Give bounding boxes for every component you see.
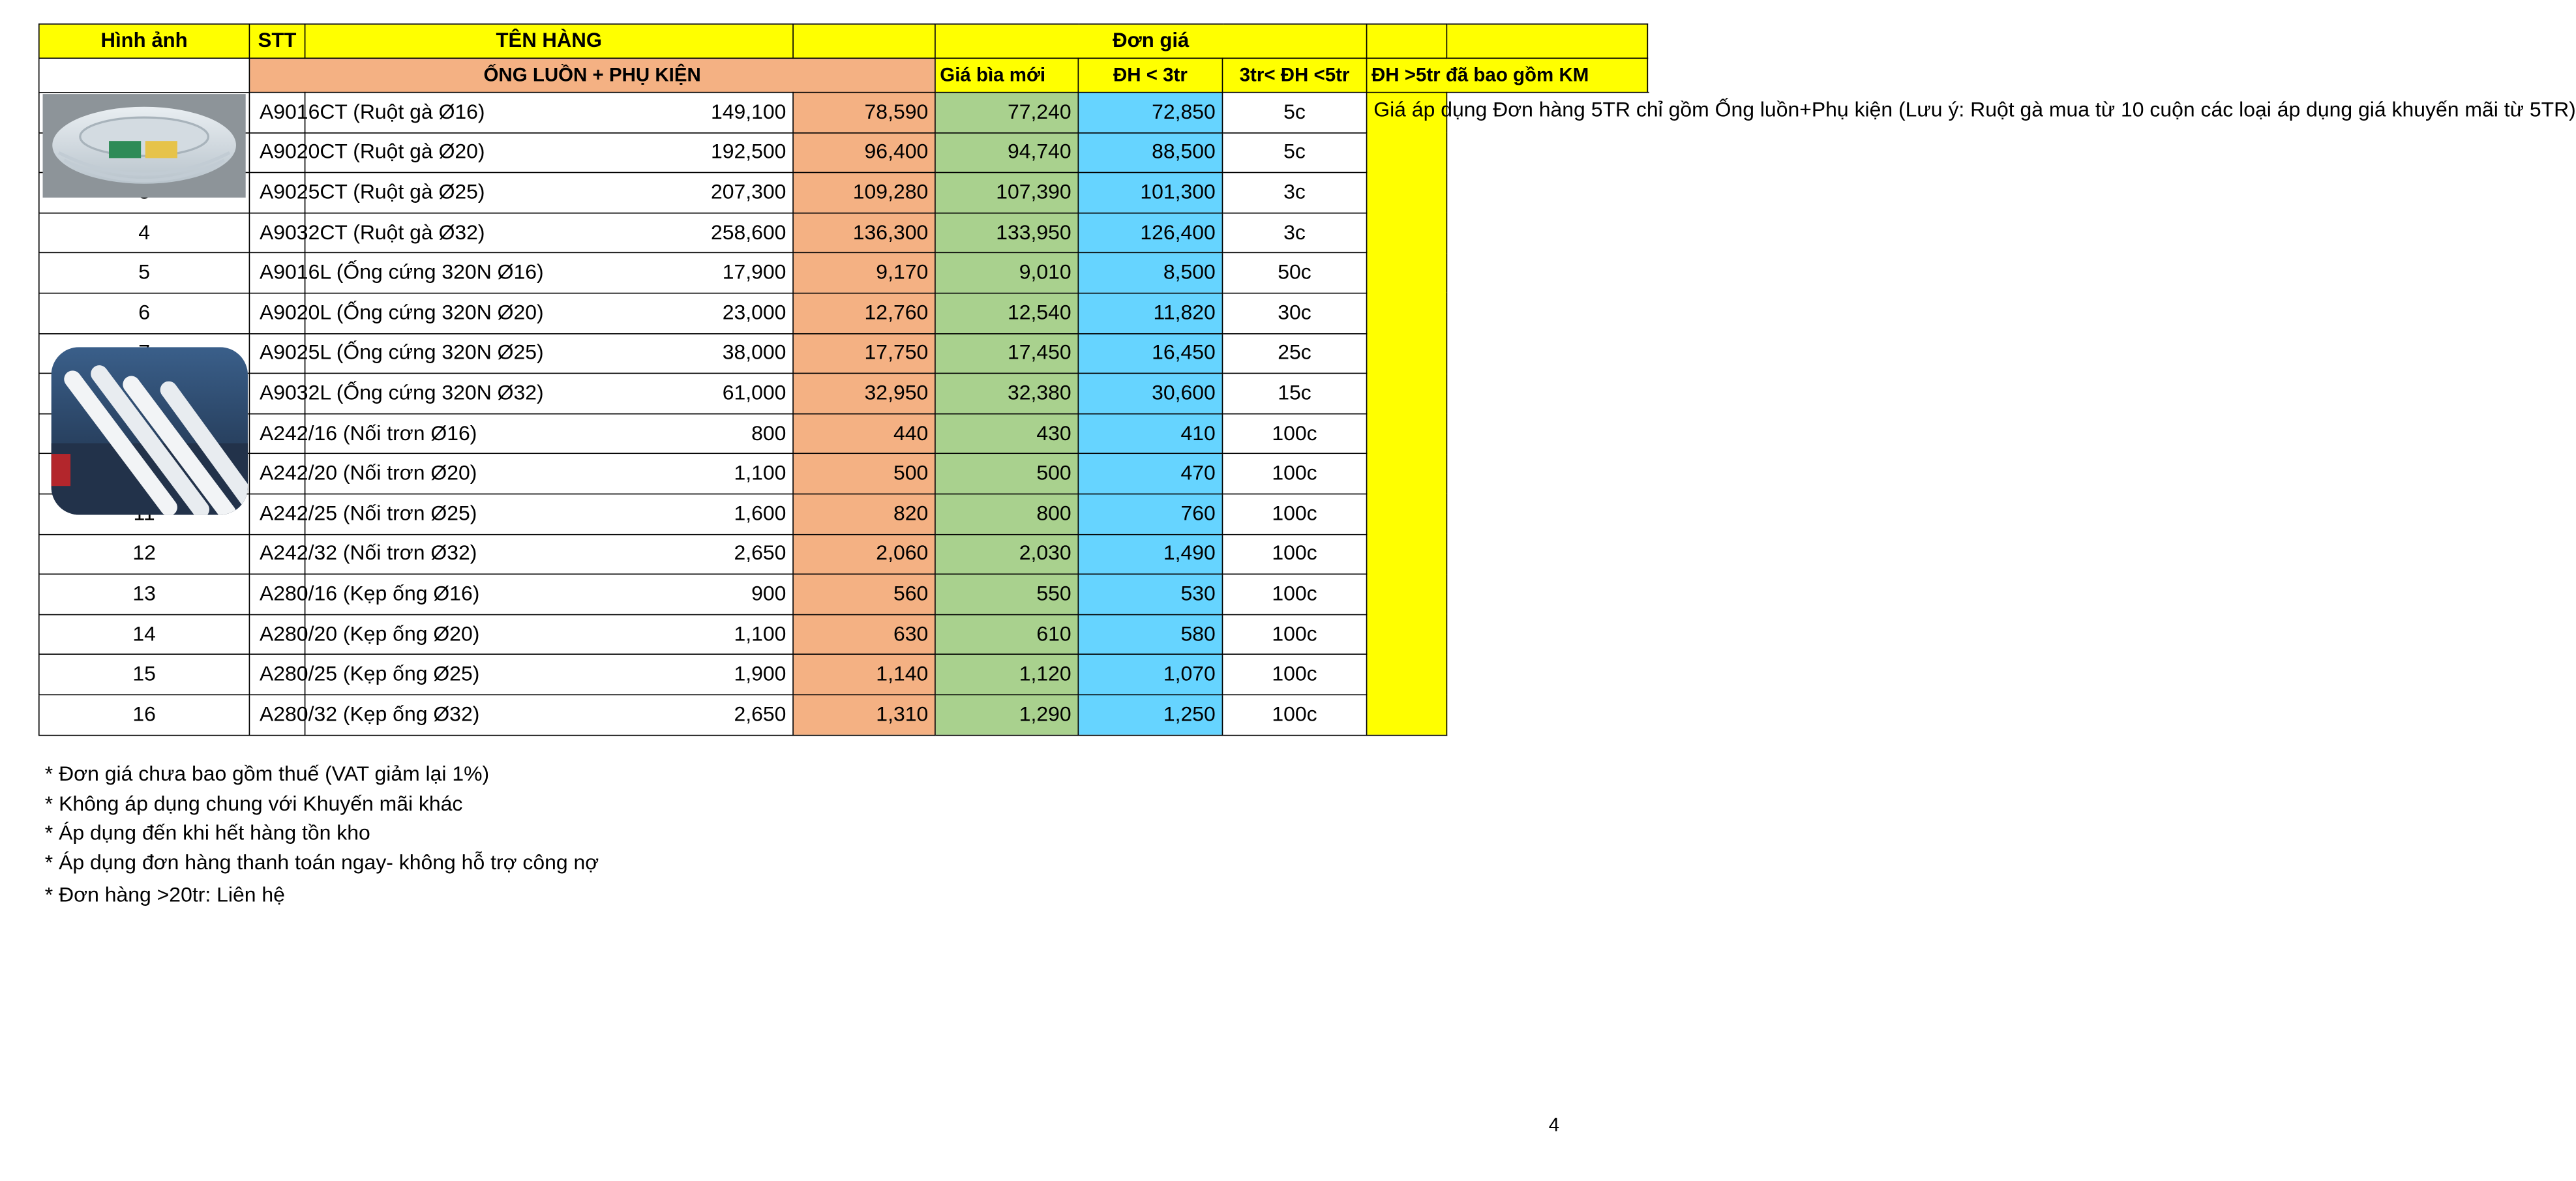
row-name: A9025CT (Ruột gà Ø25) (249, 173, 305, 213)
header-stt: STT (249, 24, 305, 58)
row-tier2-price: 17,450 (935, 333, 1078, 374)
row-stt: 14 (39, 614, 250, 655)
row-tier3-price: 72,850 (1078, 93, 1222, 133)
row-pack: 5c (1222, 93, 1366, 133)
header-image: Hình ảnh (39, 24, 250, 58)
row-tier2-price: 430 (935, 413, 1078, 454)
header-tier3: ĐH >5tr đã bao gồm KM (1367, 58, 1648, 92)
row-tier2-price: 107,390 (935, 173, 1078, 213)
row-tier1-price: 630 (793, 614, 935, 655)
row-tier3-price: 11,820 (1078, 293, 1222, 334)
row-pack: 100c (1222, 575, 1366, 615)
row-stt: 12 (39, 534, 250, 575)
row-pack: 100c (1222, 655, 1366, 695)
header-list-price: Giá bìa mới (935, 58, 1078, 92)
header-tier1: ĐH < 3tr (1078, 58, 1222, 92)
row-tier3-price: 530 (1078, 575, 1222, 615)
header-name: TÊN HÀNG (305, 24, 793, 58)
row-name: A242/32 (Nối trơn Ø32) (249, 534, 305, 575)
row-stt: 6 (39, 293, 250, 334)
footnote: * Đơn giá chưa bao gồm thuế (VAT giảm lại 1%) (44, 762, 490, 786)
row-tier2-price: 77,240 (935, 93, 1078, 133)
promo-note: Giá áp dụng Đơn hàng 5TR chỉ gồm Ống luồn+Phụ kiện (Lưu ý: Ruột gà mua từ 10 cuộn các loại áp dụng giá khuyến mãi từ 5TR) (1367, 93, 1447, 735)
row-list-price: 149,100 (305, 93, 793, 133)
row-tier3-price: 410 (1078, 413, 1222, 454)
row-pack: 100c (1222, 413, 1366, 454)
row-pack: 3c (1222, 213, 1366, 253)
row-tier3-price: 126,400 (1078, 213, 1222, 253)
row-tier1-price: 17,750 (793, 333, 935, 374)
row-pack: 50c (1222, 253, 1366, 293)
conduit-coil-image (43, 94, 246, 198)
row-stt: 13 (39, 575, 250, 615)
row-tier1-price: 820 (793, 494, 935, 534)
row-list-price: 61,000 (305, 374, 793, 414)
row-list-price: 258,600 (305, 213, 793, 253)
row-tier2-price: 550 (935, 575, 1078, 615)
footnote: * Đơn hàng >20tr: Liên hệ (44, 883, 285, 907)
row-pack: 25c (1222, 333, 1366, 374)
row-stt: 5 (39, 253, 250, 293)
row-tier2-price: 133,950 (935, 213, 1078, 253)
row-tier2-price: 2,030 (935, 534, 1078, 575)
row-list-price: 2,650 (305, 695, 793, 735)
row-name: A9032L (Ống cứng 320N Ø32) (249, 374, 305, 414)
row-name: A280/25 (Kẹp ống Ø25) (249, 655, 305, 695)
row-tier3-price: 470 (1078, 454, 1222, 494)
subheader-row (39, 58, 1648, 92)
row-list-price: 17,900 (305, 253, 793, 293)
row-name: A280/16 (Kẹp ống Ø16) (249, 575, 305, 615)
footnote: * Không áp dụng chung với Khuyến mãi khác (44, 792, 463, 816)
row-tier1-price: 32,950 (793, 374, 935, 414)
row-tier2-price: 9,010 (935, 253, 1078, 293)
row-name: A280/32 (Kẹp ống Ø32) (249, 695, 305, 735)
row-tier1-price: 109,280 (793, 173, 935, 213)
row-name: A242/16 (Nối trơn Ø16) (249, 413, 305, 454)
row-tier3-price: 580 (1078, 614, 1222, 655)
footnote: * Áp dụng đơn hàng thanh toán ngay- không hỗ trợ công nợ (44, 850, 599, 875)
row-list-price: 800 (305, 413, 793, 454)
row-name: A242/25 (Nối trơn Ø25) (249, 494, 305, 534)
row-tier2-price: 12,540 (935, 293, 1078, 334)
row-tier1-price: 12,760 (793, 293, 935, 334)
row-list-price: 23,000 (305, 293, 793, 334)
header-blank-2 (1367, 24, 1447, 58)
rigid-conduit-image (52, 347, 248, 515)
row-tier3-price: 101,300 (1078, 173, 1222, 213)
footnotes (45, 760, 599, 910)
row-tier1-price: 560 (793, 575, 935, 615)
row-pack: 3c (1222, 173, 1366, 213)
row-list-price: 1,100 (305, 454, 793, 494)
row-tier3-price: 1,250 (1078, 695, 1222, 735)
row-tier2-price: 500 (935, 454, 1078, 494)
row-name: A9020CT (Ruột gà Ø20) (249, 132, 305, 173)
row-name: A9016CT (Ruột gà Ø16) (249, 93, 305, 133)
section-label: ỐNG LUỒN + PHỤ KIỆN (249, 58, 935, 92)
row-tier1-price: 136,300 (793, 213, 935, 253)
header-tier2: 3tr< ĐH <5tr (1222, 58, 1366, 92)
row-pack: 15c (1222, 374, 1366, 414)
row-pack: 100c (1222, 695, 1366, 735)
row-tier3-price: 88,500 (1078, 132, 1222, 173)
row-list-price: 2,650 (305, 534, 793, 575)
row-tier3-price: 760 (1078, 494, 1222, 534)
row-tier3-price: 16,450 (1078, 333, 1222, 374)
row-tier1-price: 440 (793, 413, 935, 454)
price-table (38, 23, 2576, 736)
row-name: A9020L (Ống cứng 320N Ø20) (249, 293, 305, 334)
row-list-price: 207,300 (305, 173, 793, 213)
row-tier1-price: 9,170 (793, 253, 935, 293)
row-list-price: 192,500 (305, 132, 793, 173)
header-blank-3 (1446, 24, 1647, 58)
row-list-price: 38,000 (305, 333, 793, 374)
row-tier3-price: 8,500 (1078, 253, 1222, 293)
row-pack: 100c (1222, 614, 1366, 655)
row-tier2-price: 1,120 (935, 655, 1078, 695)
row-tier1-price: 96,400 (793, 132, 935, 173)
row-stt: 15 (39, 655, 250, 695)
row-tier1-price: 1,310 (793, 695, 935, 735)
row-stt: 16 (39, 695, 250, 735)
image-column (39, 58, 250, 92)
row-name: A9016L (Ống cứng 320N Ø16) (249, 253, 305, 293)
row-tier3-price: 1,070 (1078, 655, 1222, 695)
row-tier2-price: 1,290 (935, 695, 1078, 735)
table-row (39, 93, 1648, 133)
row-tier3-price: 1,490 (1078, 534, 1222, 575)
page-number: 4 (1548, 1114, 1560, 1135)
row-tier1-price: 1,140 (793, 655, 935, 695)
row-pack: 5c (1222, 132, 1366, 173)
row-tier1-price: 2,060 (793, 534, 935, 575)
row-list-price: 1,900 (305, 655, 793, 695)
footnote: * Áp dụng đến khi hết hàng tồn kho (44, 821, 370, 845)
row-pack: 30c (1222, 293, 1366, 334)
row-name: A242/20 (Nối trơn Ø20) (249, 454, 305, 494)
row-name: A9025L (Ống cứng 320N Ø25) (249, 333, 305, 374)
row-name: A280/20 (Kẹp ống Ø20) (249, 614, 305, 655)
row-tier2-price: 610 (935, 614, 1078, 655)
row-pack: 100c (1222, 534, 1366, 575)
row-name: A9032CT (Ruột gà Ø32) (249, 213, 305, 253)
row-tier2-price: 800 (935, 494, 1078, 534)
row-tier2-price: 32,380 (935, 374, 1078, 414)
row-tier3-price: 30,600 (1078, 374, 1222, 414)
header-row (39, 24, 1648, 58)
header-blank (793, 24, 935, 58)
row-list-price: 900 (305, 575, 793, 615)
row-list-price: 1,100 (305, 614, 793, 655)
row-pack: 100c (1222, 454, 1366, 494)
row-tier1-price: 500 (793, 454, 935, 494)
row-tier2-price: 94,740 (935, 132, 1078, 173)
row-pack: 100c (1222, 494, 1366, 534)
row-list-price: 1,600 (305, 494, 793, 534)
header-price: Đơn giá (935, 24, 1367, 58)
row-stt: 4 (39, 213, 250, 253)
row-tier1-price: 78,590 (793, 93, 935, 133)
